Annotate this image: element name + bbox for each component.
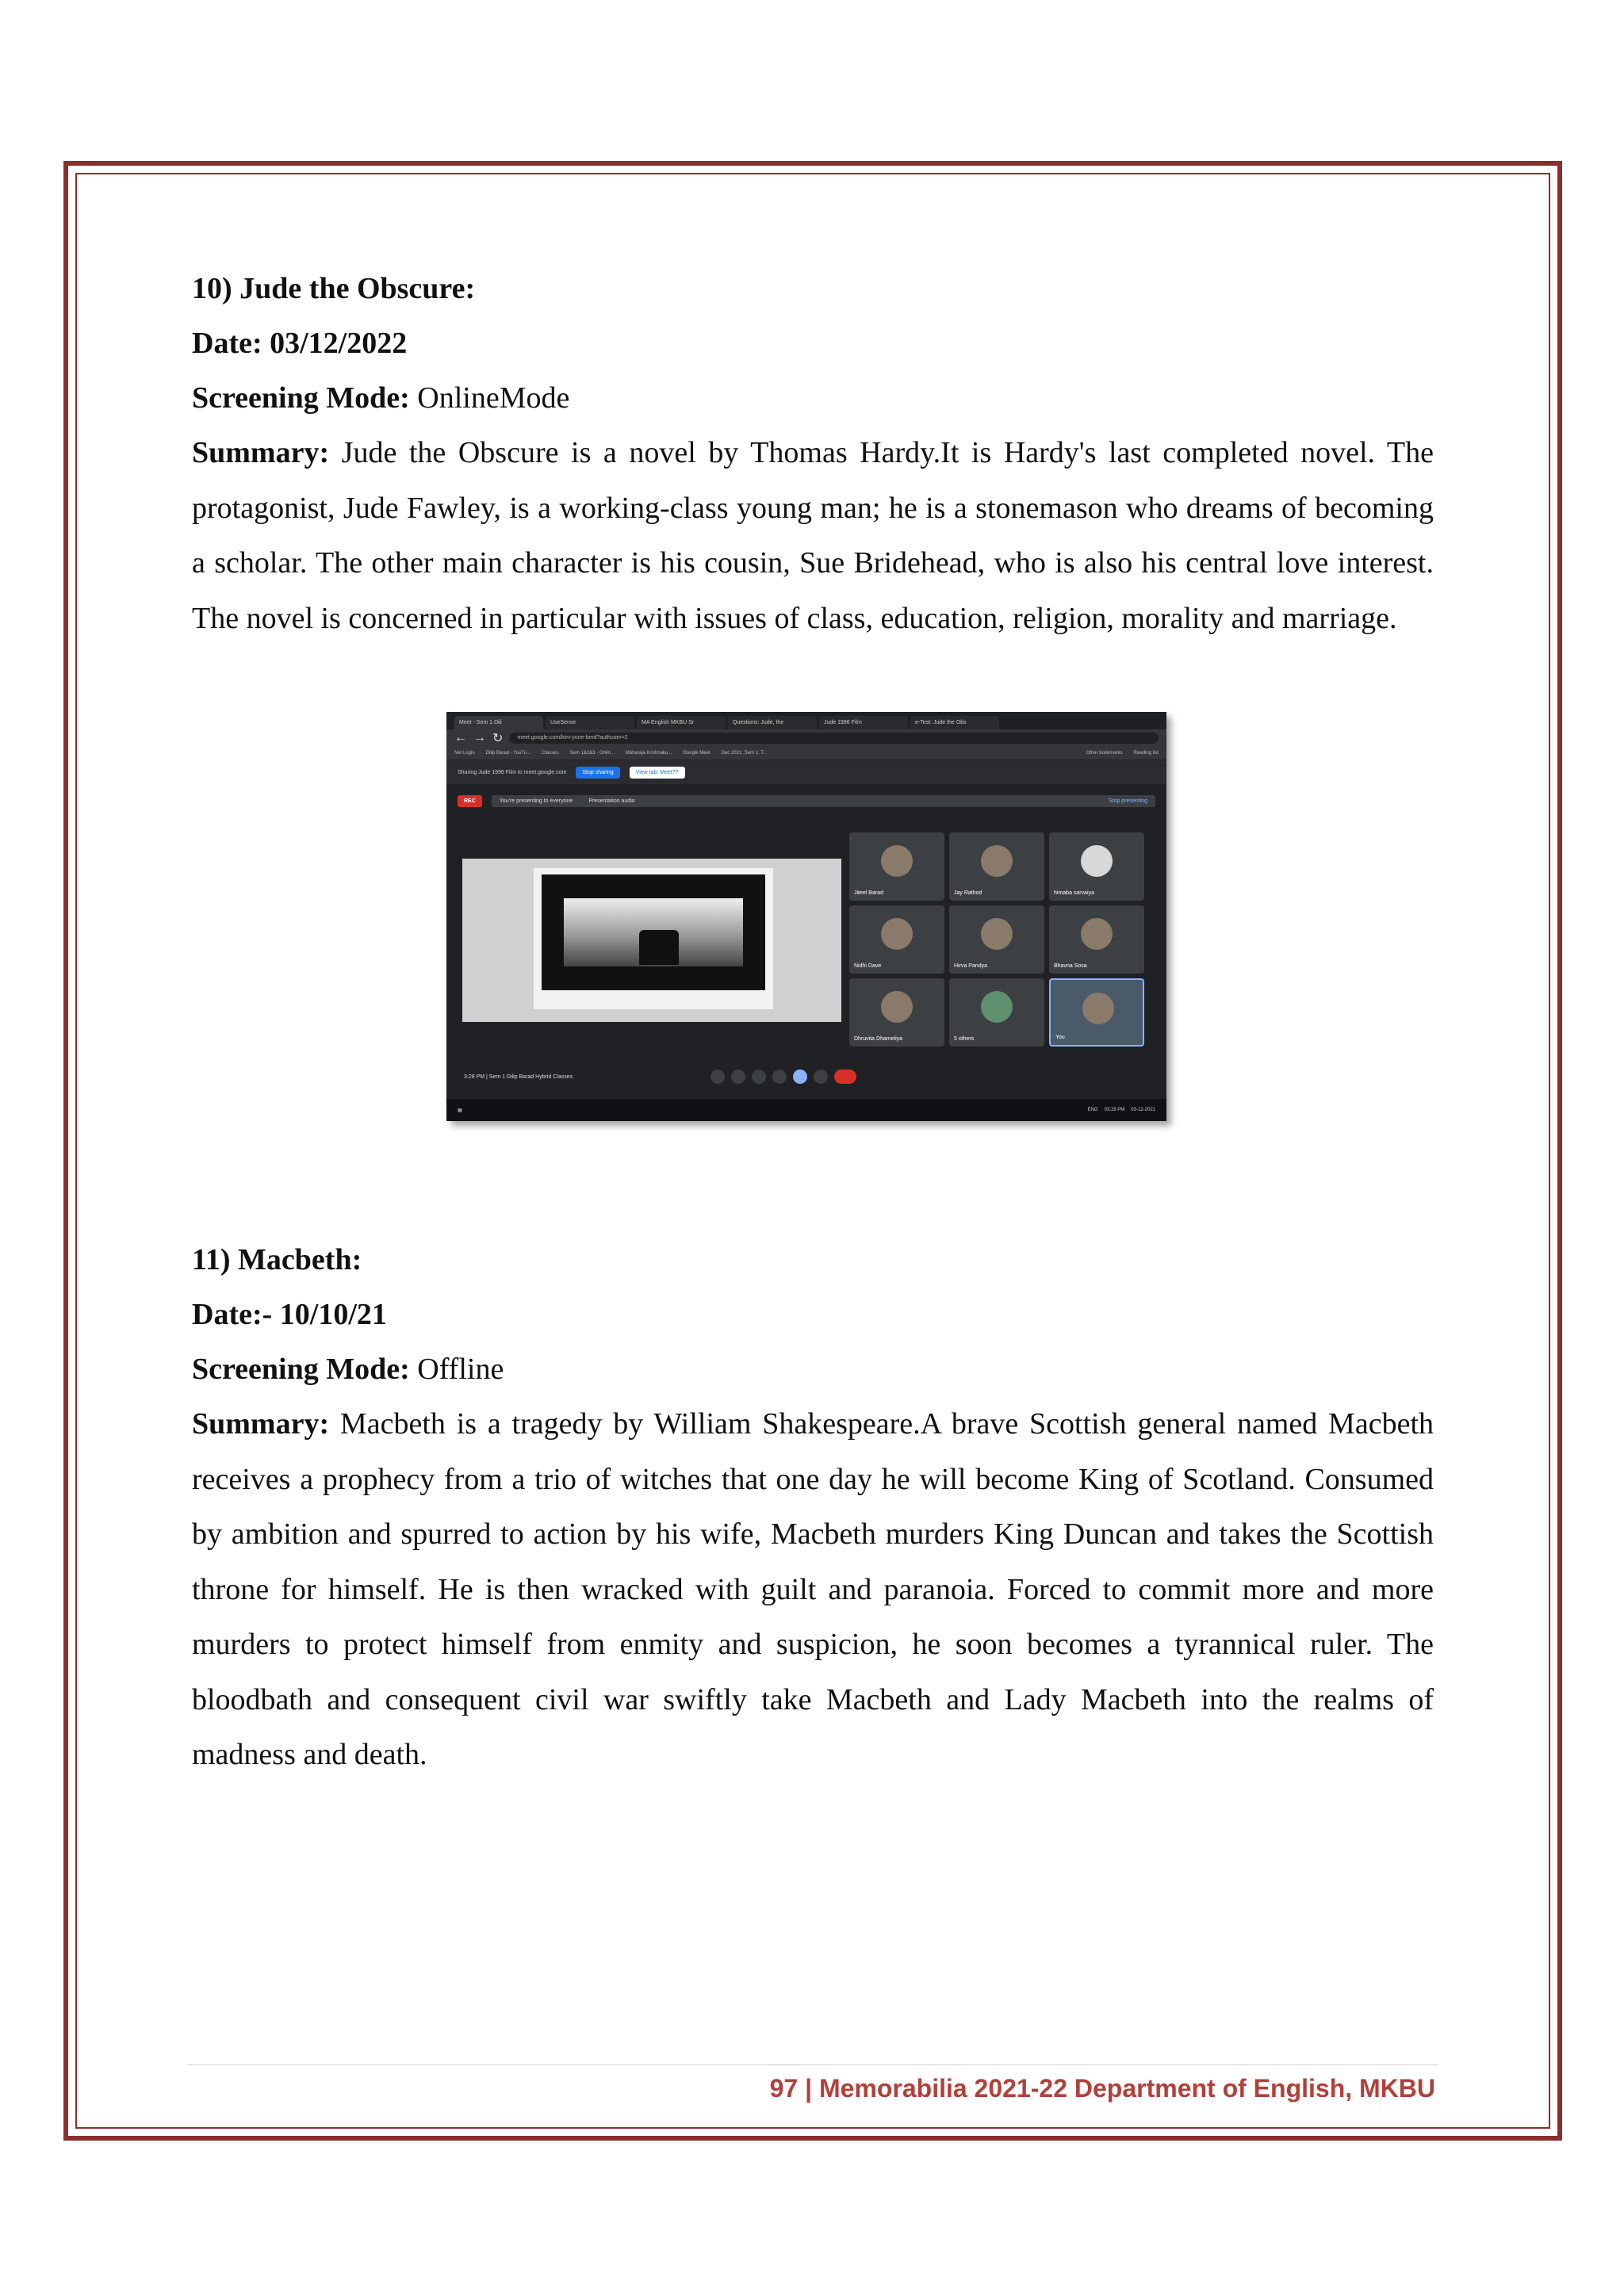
stop-sharing-button: Stop sharing — [576, 767, 619, 779]
presentation-audio-text: Presentation audio — [588, 798, 635, 804]
participant-name: Jiteel Barad — [854, 890, 883, 896]
presenting-banner — [492, 795, 1155, 807]
avatar — [981, 918, 1013, 950]
sharing-text: Sharing Jude 1996 Film to meet.google.com — [458, 769, 567, 775]
meeting-title: 3:28 PM | Sem 1 Dilip Barad Hybrid Classes — [464, 1073, 573, 1080]
bookmark-item: Other bookmarks — [1086, 751, 1123, 756]
participant-tile — [849, 978, 944, 1047]
avatar — [881, 991, 913, 1023]
screening-date: Date:- 10/10/21 — [192, 1298, 387, 1331]
shared-screen — [462, 859, 841, 1022]
summary-paragraph — [192, 426, 1434, 646]
participant-name: 5 others — [954, 1036, 975, 1042]
tray-time: 03:28 PM — [1104, 1108, 1125, 1112]
meet-screenshot — [446, 712, 1166, 1121]
system-tray — [1088, 1108, 1155, 1112]
participant-tile — [1049, 905, 1144, 974]
participant-name: Jay Rathod — [954, 890, 982, 896]
avatar — [881, 845, 913, 877]
film-player — [534, 868, 773, 1009]
participant-tile — [949, 978, 1044, 1047]
rec-badge: REC — [458, 795, 482, 807]
mode-label: Screening Mode: — [192, 1353, 410, 1386]
view-tab-button: View tab: Meet?? — [630, 767, 685, 779]
section-jude — [192, 262, 1434, 646]
hand-icon — [772, 1070, 787, 1084]
participant-tile — [849, 905, 944, 974]
summary-text: Jude the Obscure is a novel by Thomas Hardy.It is Hardy's last completed novel. The protagonist, Jude Fawley, is a working-class young man; he is a stonemason who dreams of becoming a scholar. The other main character is his cousin, Sue Bridehead, who is also his central love interest. The novel is concerned in particular with issues of class, education, religion, morality and marriage. — [192, 436, 1434, 635]
screening-mode — [192, 371, 1434, 426]
participant-name: You — [1055, 1035, 1065, 1040]
url-text: meet.google.com/kim-yone-bmd?authuser=2 — [509, 733, 1159, 744]
participant-name: Nidhi Dave — [854, 963, 882, 969]
bookmark-item: Maharaja Krishnaku... — [625, 751, 672, 756]
film-still — [564, 898, 743, 966]
participant-tile — [1049, 832, 1144, 901]
film-frame — [542, 874, 765, 990]
section-heading: 11) Macbeth: — [192, 1243, 362, 1276]
bookmarks-bar — [446, 747, 1166, 760]
mode-value: OnlineMode — [409, 381, 570, 415]
bookmark-item: Google Meet — [683, 751, 710, 756]
end-call-icon — [834, 1070, 856, 1084]
mic-icon — [710, 1070, 725, 1084]
windows-taskbar — [446, 1099, 1166, 1121]
screening-mode — [192, 1342, 1434, 1397]
cart-silhouette — [639, 930, 679, 965]
camera-icon — [731, 1070, 745, 1084]
meet-presenting-bar — [458, 791, 1155, 810]
participant-name: himaba sarvaiya — [1054, 890, 1094, 896]
browser-tab: e-Test: Jude the Obs — [910, 716, 999, 729]
browser-tab: MA English MKBU Sr — [637, 716, 726, 729]
avatar — [1082, 993, 1114, 1024]
participant-grid — [849, 832, 1149, 1051]
summary-label: Summary: — [192, 1407, 330, 1441]
meet-control-bar — [446, 1061, 1166, 1093]
avatar — [981, 845, 1013, 877]
participant-name: Bhavna Sosa — [1054, 963, 1087, 969]
meet-controls — [708, 1070, 859, 1085]
more-options-icon — [814, 1070, 828, 1084]
summary-paragraph — [192, 1397, 1434, 1783]
summary-label: Summary: — [192, 436, 330, 469]
participant-name: Hirva Pandya — [954, 963, 988, 969]
bookmark-item: Dec 2021: Sem 1: T... — [721, 751, 768, 756]
avatar — [881, 918, 913, 950]
browser-tab: Meet - Sem 1 Dili — [454, 716, 543, 729]
reload-icon: ↻ — [492, 732, 504, 745]
page-footer: 97 | Memorabilia 2021-22 Department of English, MKBU — [769, 2074, 1435, 2103]
avatar — [1081, 918, 1113, 950]
back-arrow-icon: ← — [454, 731, 467, 744]
avatar — [981, 991, 1013, 1023]
presenting-text: You're presenting to everyone — [499, 798, 573, 804]
forward-arrow-icon: → — [473, 731, 486, 744]
browser-tab: Questions: Jude, the — [728, 716, 817, 729]
browser-tab: UseSense — [546, 716, 634, 729]
footer-divider — [187, 2064, 1438, 2065]
section-macbeth — [192, 1233, 1434, 1783]
tray-language: ENG — [1087, 1108, 1098, 1112]
browser-tab-bar — [446, 712, 1166, 729]
browser-tab: Jude 1996 Film — [819, 716, 908, 729]
bookmark-item: Net Login — [454, 751, 475, 756]
bookmark-item: Sem 1&2&3 - Onlin... — [569, 751, 615, 756]
bookmark-item: Dilip Barad - YouTu... — [485, 751, 531, 756]
participant-name: Dhruvita Dhameliya — [854, 1036, 903, 1042]
bookmark-item: Reading list — [1133, 751, 1159, 756]
captions-icon — [752, 1070, 766, 1084]
participant-tile — [949, 832, 1044, 901]
present-icon — [793, 1070, 807, 1084]
screening-date: Date: 03/12/2022 — [192, 327, 408, 360]
participant-tile-self — [1049, 978, 1144, 1047]
summary-text: Macbeth is a tragedy by William Shakespeare.A brave Scottish general named Macbeth receives a prophecy from a trio of witches that one day he will become King of Scotland. Consumed by ambition and spurred to action by his wife, Macbeth murders King Duncan and takes the Scottish throne for himself. He is then wracked with guilt and paranoia. Forced to commit more and more murders to protect himself from enmity and suspicion, he soon becomes a tyrannical ruler. The bloodbath and consequent civil war swiftly take Macbeth and Lady Macbeth into the realms of madness and death. — [192, 1407, 1434, 1771]
sharing-bar — [446, 760, 1166, 784]
bookmark-item: Classes — [542, 751, 559, 756]
browser-address-bar — [446, 729, 1166, 747]
mode-value: Offline — [409, 1353, 504, 1386]
section-heading: 10) Jude the Obscure: — [192, 272, 476, 305]
participant-tile — [949, 905, 1044, 974]
avatar — [1081, 845, 1113, 877]
stop-presenting-link: Stop presenting — [1108, 798, 1147, 804]
mode-label: Screening Mode: — [192, 381, 410, 415]
tray-date: 03-12-2021 — [1131, 1108, 1155, 1112]
windows-start-icon: ▦ — [458, 1108, 462, 1113]
participant-tile — [849, 832, 944, 901]
